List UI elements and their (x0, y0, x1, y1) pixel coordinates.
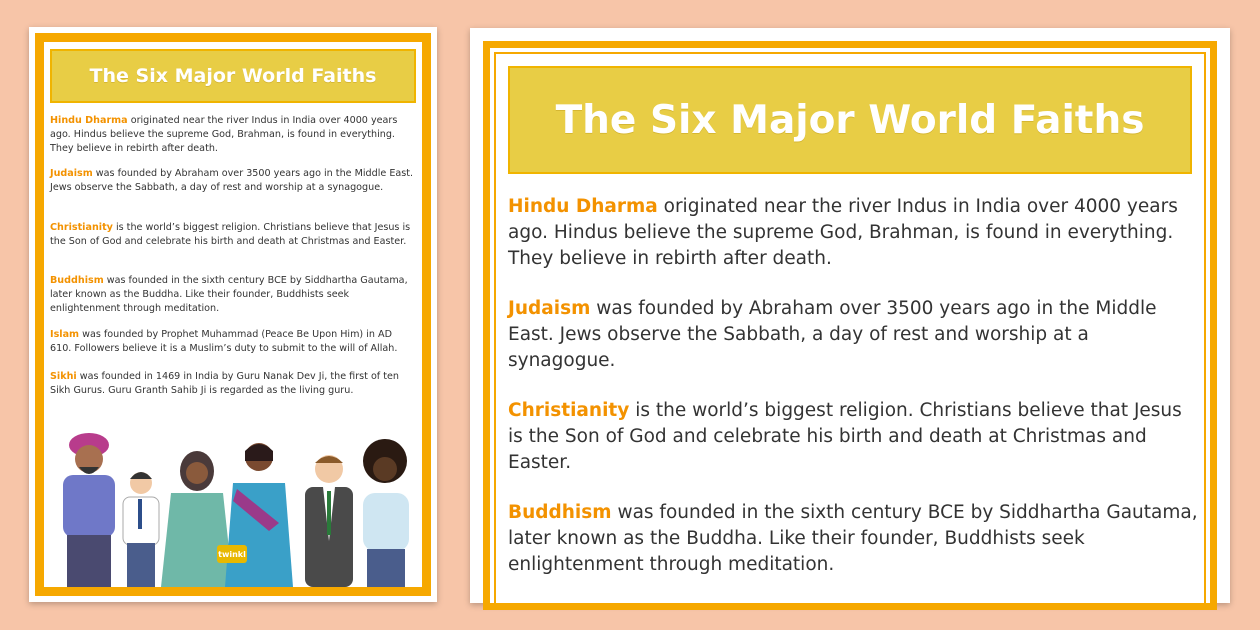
paragraph-text: was founded in 1469 in India by Guru Nanak Dev Ji, the first of ten Sikh Gurus. Guru Granth Sahib Ji is regarded as the living guru. (50, 371, 399, 396)
paragraph-hindu-dharma (50, 114, 416, 156)
card-title: The Six Major World Faiths (508, 66, 1192, 174)
person-hijab (161, 451, 233, 587)
large-zoomed-card (470, 28, 1230, 603)
person-sari (225, 443, 293, 587)
paragraph-judaism (508, 296, 1198, 374)
paragraph-judaism (50, 167, 416, 195)
people-illustration (47, 431, 419, 591)
paragraph-christianity (50, 221, 416, 249)
paragraph-buddhism (508, 500, 1198, 578)
faith-name: Islam (50, 329, 80, 340)
paragraph-buddhism (50, 274, 416, 316)
person-curly-hair (363, 439, 409, 587)
faith-name: Hindu Dharma (508, 196, 658, 217)
twinkl-logo: twinkl (217, 545, 247, 563)
paragraph-text: originated near the river Indus in India over 4000 years ago. Hindus believe the supreme God, Brahman, is found in everything. They believe in rebirth after death. (50, 115, 398, 154)
faith-name: Sikhi (50, 371, 77, 382)
paragraph-text: was founded by Abraham over 3500 years ago in the Middle East. Jews observe the Sabbath, a day of rest and worship at a synagogue. (50, 168, 414, 193)
paragraph-islam (50, 328, 416, 356)
person-boy (123, 472, 159, 587)
faith-name: Judaism (508, 298, 591, 319)
faith-name: Christianity (50, 222, 113, 233)
faith-name: Hindu Dharma (50, 115, 128, 126)
faith-name: Christianity (508, 400, 630, 421)
paragraph-text: was founded by Abraham over 3500 years ago in the Middle East. Jews observe the Sabbath, a day of rest and worship at a synagogue. (508, 298, 1157, 371)
paragraph-text: was founded in the sixth century BCE by Siddhartha Gautama, later known as the Buddha. Like their founder, Buddhists seek enlightenment through meditation. (508, 502, 1198, 575)
faith-name: Buddhism (508, 502, 612, 523)
card-title: The Six Major World Faiths (50, 49, 416, 103)
paragraph-text: originated near the river Indus in India over 4000 years ago. Hindus believe the supreme God, Brahman, is found in everything. They believe in rebirth after death. (508, 196, 1178, 269)
paragraph-text: was founded by Prophet Muhammad (Peace Be Upon Him) in AD 610. Followers believe it is a Muslim’s duty to submit to the will of Allah. (50, 329, 398, 354)
paragraph-hindu-dharma (508, 194, 1198, 272)
faith-name: Buddhism (50, 275, 104, 286)
person-turban (63, 433, 115, 587)
faith-name: Judaism (50, 168, 93, 179)
small-preview-card (29, 27, 437, 602)
paragraph-christianity (508, 398, 1198, 476)
person-suit (305, 455, 353, 587)
paragraph-text: is the world’s biggest religion. Christians believe that Jesus is the Son of God and celebrate his birth and death at Christmas and Easter. (50, 222, 411, 247)
paragraph-sikhi (50, 370, 416, 398)
paragraph-text: is the world’s biggest religion. Christians believe that Jesus is the Son of God and celebrate his birth and death at Christmas and Easter. (508, 400, 1182, 473)
paragraph-text: was founded in the sixth century BCE by Siddhartha Gautama, later known as the Buddha. Like their founder, Buddhists seek enlightenment through meditation. (50, 275, 408, 314)
